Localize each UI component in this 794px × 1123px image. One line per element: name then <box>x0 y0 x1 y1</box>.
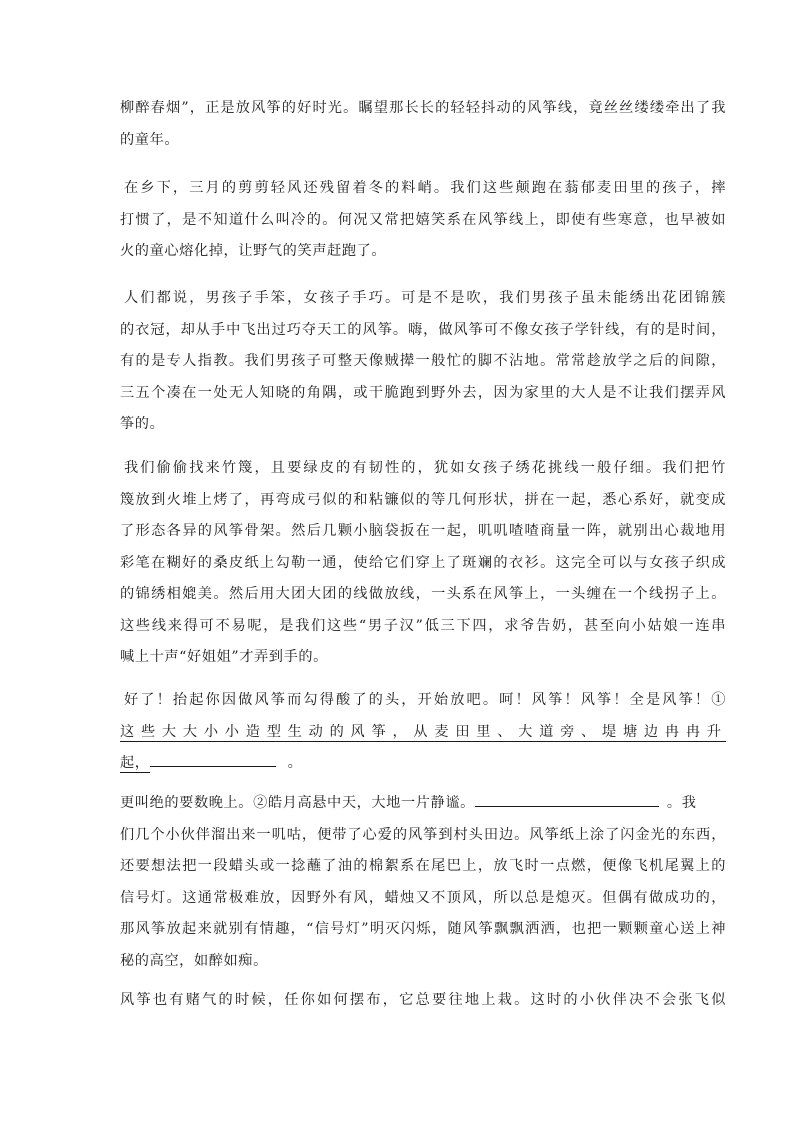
text-period: 。 <box>287 755 303 771</box>
paragraph-kite-temper <box>120 985 726 1017</box>
text-line: 的童年。 <box>120 131 180 148</box>
text-line: 的锦绣相媲美。然后用大团大团的线做放线，一头系在风筝上，一头缠在一个线拐子上。 <box>120 586 726 602</box>
paragraph-night-kites <box>120 788 726 977</box>
text-line <box>120 685 726 717</box>
text-line-content: 在乡下，三月的剪剪轻风还残留着冬的料峭。我们这些颠跑在蓊郁麦田里的孩子，摔 <box>124 180 726 196</box>
fill-in-blank-1[interactable] <box>150 752 276 767</box>
text-line: 篾放到火堆上烤了，再弯成弓似的和粘镰似的等几何形状，拼在一起，悉心系好，就变成 <box>120 491 726 508</box>
text-line: 打惯了，是不知道什么叫冷的。何况又常把嬉笑系在风筝线上，即使有些寒意，也早被如 <box>120 211 726 228</box>
text-line: 秘的高空，如醉如痴。 <box>120 952 268 969</box>
underlined-sentence-1-end: 起， <box>120 755 150 771</box>
text-line-content: 好了！抬起你因做风筝而勾得酸了的头，开始放吧。呵！风筝！风筝！全是风筝！① <box>124 692 726 708</box>
paragraph-intro <box>120 93 726 156</box>
paragraph-countryside <box>120 173 726 268</box>
text-line: 们几个小伙伴溜出来一叽咕，便带了心爱的风筝到村头田边。风筝纸上涂了闪金光的东西， <box>120 826 726 843</box>
text-line: 火的童心熔化掉，让野气的笑声赶跑了。 <box>120 243 387 259</box>
text-line: 筝的。 <box>120 416 165 432</box>
text-line-content: 。我 <box>666 795 697 811</box>
text-line: 三五个凑在一处无人知晓的角隅，或干脆跑到野外去，因为家里的大人是不让我们摆弄风 <box>120 384 726 401</box>
text-line-content: 人们都说，男孩子手笨，女孩子手巧。可是不是吹，我们男孩子虽未能绣出花团锦簇 <box>124 290 726 306</box>
text-line: 那风筝放起来就别有情趣，“信号灯”明灭闪烁，随风筝飘飘洒洒，也把一颗颗童心送上神 <box>120 921 726 937</box>
text-line: 有的是专人指教。我们男孩子可整天像贼撵一般忙的脚不沾地。常常趁放学之后的间隙， <box>120 353 726 369</box>
underlined-sentence-1: 这些大大小小造型生动的风筝，从麦田里、大道旁、堤塘边冉冉升 <box>120 723 726 740</box>
text-line <box>120 283 726 315</box>
fill-in-blank-2[interactable] <box>475 792 659 807</box>
text-line: 还要想法把一段蜡头或一捻蘸了油的棉絮系在尾巴上，放飞时一点燃，便像飞机尾翼上的 <box>120 858 726 874</box>
paragraph-making-kites <box>120 453 726 674</box>
text-line <box>120 748 726 780</box>
text-line: 的衣冠，却从手中飞出过巧夺天工的风筝。嗨，做风筝可不像女孩子学针线，有的是时间， <box>120 321 726 338</box>
text-line: 喊上十声“好姐姐”才弄到手的。 <box>120 649 328 665</box>
text-line: 了形态各异的风筝骨架。然后几颗小脑袋扳在一起，叽叽喳喳商量一阵，就别出心裁地用 <box>120 523 726 539</box>
text-line: 这些线来得可不易呢，是我们这些“男子汉”低三下四，求爷告奶，甚至向小姑娘一连串 <box>120 617 726 634</box>
text-line <box>120 173 726 205</box>
text-line: 彩笔在糊好的桑皮纸上勾勒一通，使给它们穿上了斑斓的衣衫。这完全可以与女孩子织成 <box>120 554 726 571</box>
paragraph-flying-kites <box>120 685 726 780</box>
text-line: 风筝也有赌气的时候，任你如何摆布，它总要往地上栽。这时的小伙伴决不会张飞似 <box>120 992 726 1008</box>
text-line-underlined <box>120 717 726 749</box>
paragraph-boys-hands <box>120 283 726 441</box>
text-line: 柳醉春烟”，正是放风筝的好时光。瞩望那长长的轻轻抖动的风筝线，竟丝丝缕缕牵出了我 <box>120 100 726 116</box>
text-line: 信号灯。这通常极难放，因野外有风，蜡烛又不顶风，所以总是熄灭。但偶有做成功的， <box>120 889 726 906</box>
text-line <box>120 453 726 485</box>
text-line <box>120 788 726 820</box>
text-line-content: 更叫绝的要数晚上。②皓月高悬中天，大地一片静谧。 <box>120 795 475 811</box>
text-line-content: 我们偷偷找来竹篾，且要绿皮的有韧性的，犹如女孩子绣花挑线一般仔细。我们把竹 <box>124 460 726 476</box>
